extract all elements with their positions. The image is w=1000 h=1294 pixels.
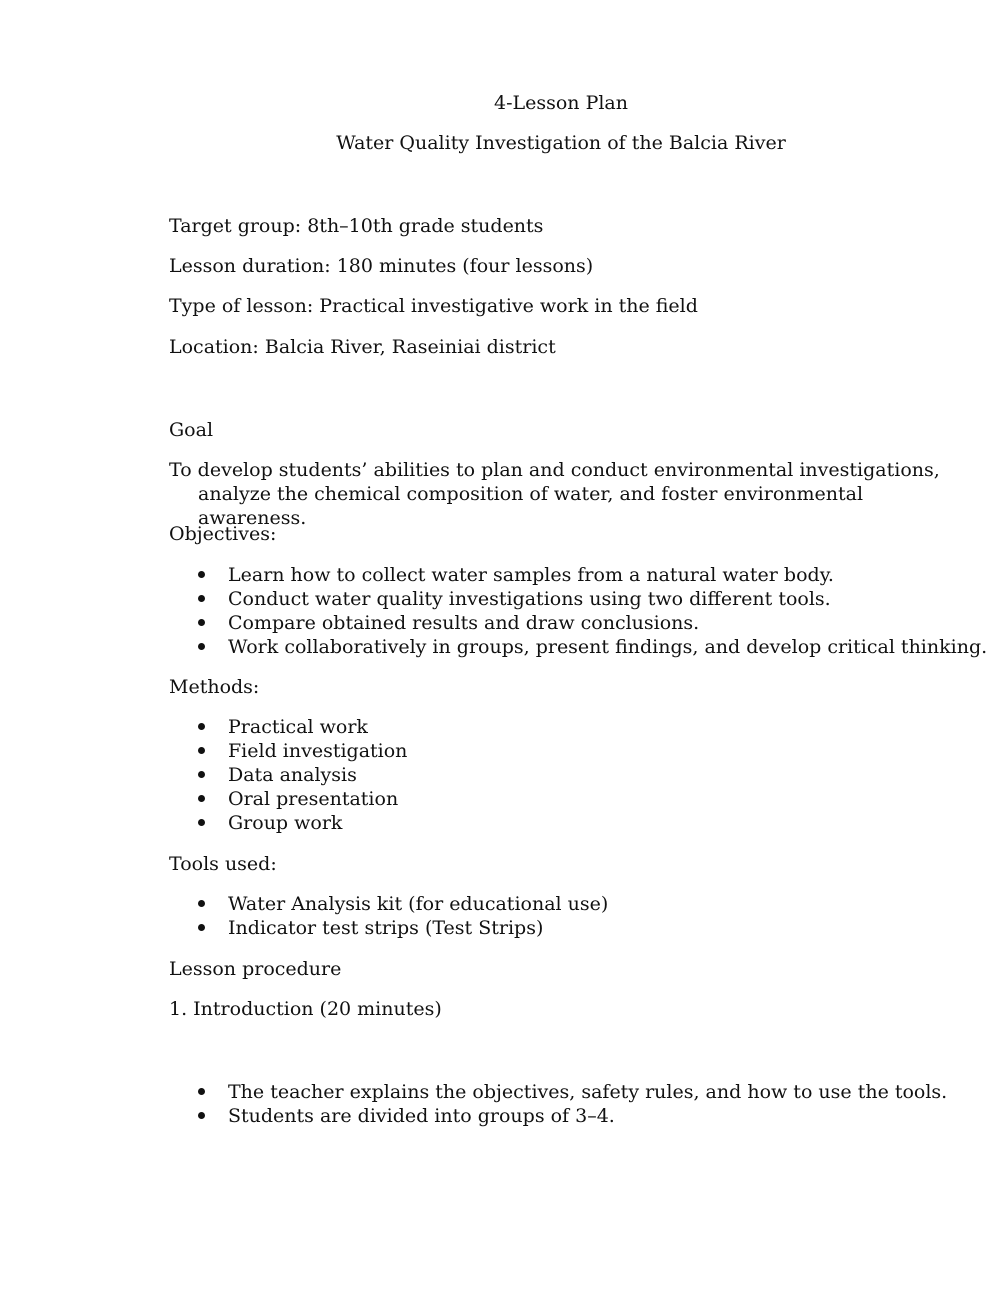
list-item-text: Compare obtained results and draw conclusions. <box>228 612 700 634</box>
bullet-icon <box>198 1088 205 1095</box>
objectives-heading: Objectives: <box>169 523 277 545</box>
goal-text <box>169 458 969 530</box>
goal-text-line-1: To develop students’ abilities to plan and conduct environmental investigations, <box>169 459 940 481</box>
list-item <box>169 1104 947 1128</box>
bullet-icon <box>198 619 205 626</box>
lesson-location: Location: Balcia River, Raseiniai district <box>169 336 556 358</box>
list-item <box>169 916 608 940</box>
list-item <box>169 763 407 787</box>
bullet-icon <box>198 819 205 826</box>
goal-text-line-2: analyze the chemical composition of water, and foster environmental awareness. <box>198 483 864 529</box>
bullet-icon <box>198 595 205 602</box>
bullet-icon <box>198 643 205 650</box>
list-item-text: Indicator test strips (Test Strips) <box>228 917 544 939</box>
list-item-text: Oral presentation <box>228 788 399 810</box>
list-item-text: Field investigation <box>228 740 408 762</box>
procedure-step-1-list <box>169 1080 947 1128</box>
list-item-text: Conduct water quality investigations using two different tools. <box>228 588 831 610</box>
document-subtitle: Water Quality Investigation of the Balcia River <box>336 132 786 154</box>
list-item-text: Data analysis <box>228 764 357 786</box>
list-item-text: Students are divided into groups of 3–4. <box>228 1105 615 1127</box>
target-group: Target group: 8th–10th grade students <box>169 215 544 237</box>
list-item-text: Practical work <box>228 716 368 738</box>
list-item <box>169 739 407 763</box>
methods-list <box>169 715 407 835</box>
list-item <box>169 635 987 659</box>
tools-list <box>169 892 608 940</box>
document-title: 4-Lesson Plan <box>493 92 628 114</box>
bullet-icon <box>198 771 205 778</box>
bullet-icon <box>198 924 205 931</box>
list-item-text: Group work <box>228 812 343 834</box>
bullet-icon <box>198 900 205 907</box>
bullet-icon <box>198 747 205 754</box>
goal-heading: Goal <box>169 419 214 441</box>
procedure-step-1: 1. Introduction (20 minutes) <box>169 998 442 1020</box>
bullet-icon <box>198 1112 205 1119</box>
list-item <box>169 811 407 835</box>
list-item-text: Learn how to collect water samples from a natural water body. <box>228 564 834 586</box>
tools-heading: Tools used: <box>169 853 277 875</box>
bullet-icon <box>198 571 205 578</box>
list-item-text: Work collaboratively in groups, present findings, and develop critical thinking. <box>228 636 988 658</box>
list-item <box>169 587 987 611</box>
lesson-type: Type of lesson: Practical investigative work in the field <box>169 295 698 317</box>
list-item <box>169 787 407 811</box>
procedure-heading: Lesson procedure <box>169 958 342 980</box>
methods-heading: Methods: <box>169 676 260 698</box>
list-item-text: Water Analysis kit (for educational use) <box>228 893 609 915</box>
list-item <box>169 563 987 587</box>
list-item <box>169 1080 947 1104</box>
lesson-duration: Lesson duration: 180 minutes (four lessons) <box>169 255 594 277</box>
list-item-text: The teacher explains the objectives, safety rules, and how to use the tools. <box>228 1081 948 1103</box>
objectives-list <box>169 563 987 659</box>
list-item <box>169 611 987 635</box>
bullet-icon <box>198 723 205 730</box>
bullet-icon <box>198 795 205 802</box>
list-item <box>169 715 407 739</box>
list-item <box>169 892 608 916</box>
